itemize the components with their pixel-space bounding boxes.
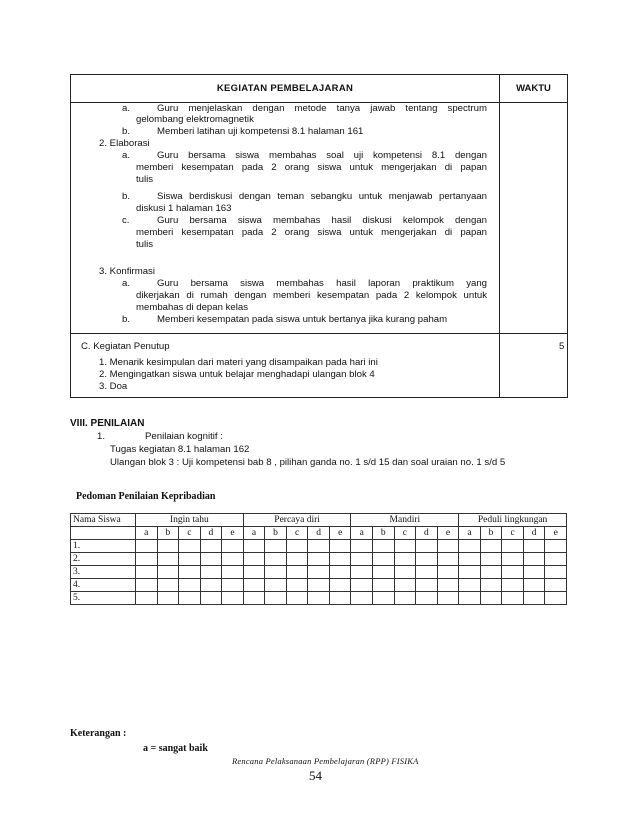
- penilaian-item-number: 1.: [97, 431, 106, 442]
- item-text: dikerjakan di rumah dengan memberi kesempatan pada 2 kelompok untuk: [136, 290, 487, 301]
- penutup-waktu: 5: [559, 341, 565, 352]
- keterangan-item: a = sangat baik: [143, 743, 208, 754]
- score-cell: [416, 579, 438, 592]
- score-cell: [416, 553, 438, 566]
- score-cell: [502, 566, 524, 579]
- item-letter: a.: [122, 150, 131, 161]
- score-cell: [286, 592, 308, 605]
- score-cell: [459, 592, 481, 605]
- kepribadian-title: Pedoman Penilaian Kepribadian: [76, 491, 216, 502]
- score-cell: [394, 540, 416, 553]
- score-cell: [136, 579, 158, 592]
- score-cell: [373, 579, 395, 592]
- kepribadian-student-row: [71, 566, 567, 579]
- sub-header: a: [243, 527, 265, 540]
- score-cell: [136, 592, 158, 605]
- kepribadian-student-row: [71, 579, 567, 592]
- penutup-title: C. Kegiatan Penutup: [81, 341, 170, 352]
- group-header-peduli-lingkungan: Peduli lingkungan: [459, 514, 567, 527]
- score-cell: [243, 553, 265, 566]
- sub-header: b: [373, 527, 395, 540]
- item-text: Memberi latihan uji kompetensi 8.1 halaman 161: [157, 126, 364, 137]
- score-cell: [394, 553, 416, 566]
- score-cell: [437, 553, 459, 566]
- score-cell: [179, 566, 201, 579]
- score-cell: [308, 540, 330, 553]
- konfirmasi-heading: 3. Konfirmasi: [99, 266, 155, 277]
- sub-header: d: [200, 527, 222, 540]
- score-cell: [394, 579, 416, 592]
- score-cell: [200, 579, 222, 592]
- score-cell: [459, 579, 481, 592]
- item-text: memberi kesempatan pada 2 orang siswa untuk mengerjakan di papan: [136, 162, 487, 173]
- score-cell: [222, 566, 244, 579]
- score-cell: [416, 592, 438, 605]
- penutup-list-item: 1. Menarik kesimpulan dari materi yang disampaikan pada hari ini: [99, 357, 378, 368]
- penilaian-item-label: Penilaian kognitif :: [145, 431, 223, 442]
- score-cell: [200, 553, 222, 566]
- score-cell: [502, 579, 524, 592]
- score-cell: [308, 592, 330, 605]
- score-cell: [286, 566, 308, 579]
- sub-header: e: [222, 527, 244, 540]
- score-cell: [480, 579, 502, 592]
- item-text: gelombang elektromagnetik: [136, 114, 254, 125]
- score-cell: [222, 540, 244, 553]
- sub-header: b: [480, 527, 502, 540]
- penutup-list-item: 3. Doa: [99, 381, 128, 392]
- kepribadian-student-row: [71, 592, 567, 605]
- sub-header: e: [437, 527, 459, 540]
- sub-header: c: [286, 527, 308, 540]
- sub-header: c: [394, 527, 416, 540]
- sub-header: c: [502, 527, 524, 540]
- item-letter: a.: [122, 103, 131, 114]
- score-cell: [394, 566, 416, 579]
- group-header-percaya-diri: Percaya diri: [243, 514, 351, 527]
- name-column-spacer: [71, 527, 136, 540]
- item-text: membahas di depan kelas: [136, 302, 248, 313]
- score-cell: [459, 566, 481, 579]
- score-cell: [200, 566, 222, 579]
- score-cell: [437, 566, 459, 579]
- score-cell: [329, 566, 351, 579]
- student-row-number: 3.: [71, 566, 136, 579]
- name-column-header: Nama Siswa: [71, 514, 136, 527]
- sub-header: d: [308, 527, 330, 540]
- penilaian-line: Ulangan blok 3 : Uji kompetensi bab 8 , pilihan ganda no. 1 s/d 15 dan soal uraian no. 1 s/d 5: [110, 457, 506, 468]
- keterangan-label: Keterangan :: [70, 728, 127, 739]
- kepribadian-table: [70, 513, 567, 605]
- score-cell: [394, 592, 416, 605]
- score-cell: [222, 553, 244, 566]
- student-row-number: 5.: [71, 592, 136, 605]
- score-cell: [351, 566, 373, 579]
- penilaian-heading: VIII. PENILAIAN: [70, 418, 145, 429]
- score-cell: [265, 592, 287, 605]
- kegiatan-inti-row: [71, 103, 567, 334]
- score-cell: [243, 579, 265, 592]
- score-cell: [308, 579, 330, 592]
- score-cell: [502, 592, 524, 605]
- elaborasi-heading: 2. Elaborasi: [99, 138, 150, 149]
- item-text: Memberi kesempatan pada siswa untuk bertanya jika kurang paham: [157, 314, 448, 325]
- score-cell: [523, 540, 545, 553]
- score-cell: [308, 553, 330, 566]
- item-text: Guru bersama siswa membahas hasil diskusi kelompok dengan: [157, 215, 487, 226]
- score-cell: [286, 540, 308, 553]
- score-cell: [286, 553, 308, 566]
- item-text: diskusi 1 halaman 163: [136, 203, 232, 214]
- item-letter: b.: [122, 314, 131, 325]
- score-cell: [480, 592, 502, 605]
- score-cell: [179, 579, 201, 592]
- score-cell: [157, 592, 179, 605]
- score-cell: [373, 566, 395, 579]
- penilaian-line: Tugas kegiatan 8.1 halaman 162: [110, 444, 250, 455]
- score-cell: [265, 579, 287, 592]
- item-text: tulis: [136, 174, 154, 185]
- penutup-list-item: 2. Mengingatkan siswa untuk belajar menghadapi ulangan blok 4: [99, 369, 375, 380]
- score-cell: [416, 566, 438, 579]
- score-cell: [179, 553, 201, 566]
- score-cell: [502, 540, 524, 553]
- item-text: memberi kesempatan pada 2 orang siswa untuk mengerjakan di papan: [136, 227, 487, 238]
- kegiatan-table-header: [71, 75, 567, 103]
- page-number: 54: [309, 768, 322, 783]
- score-cell: [136, 553, 158, 566]
- score-cell: [523, 553, 545, 566]
- score-cell: [545, 592, 567, 605]
- sub-header: a: [136, 527, 158, 540]
- item-letter: c.: [122, 215, 130, 226]
- score-cell: [200, 540, 222, 553]
- score-cell: [459, 540, 481, 553]
- student-row-number: 1.: [71, 540, 136, 553]
- item-letter: a.: [122, 278, 131, 289]
- score-cell: [545, 540, 567, 553]
- sub-header: d: [523, 527, 545, 540]
- score-cell: [222, 579, 244, 592]
- score-cell: [459, 553, 481, 566]
- score-cell: [351, 540, 373, 553]
- sub-header: b: [157, 527, 179, 540]
- score-cell: [480, 553, 502, 566]
- score-cell: [351, 592, 373, 605]
- score-cell: [329, 553, 351, 566]
- score-cell: [545, 579, 567, 592]
- score-cell: [243, 566, 265, 579]
- score-cell: [200, 592, 222, 605]
- item-text: tulis: [136, 239, 154, 250]
- score-cell: [502, 553, 524, 566]
- score-cell: [523, 566, 545, 579]
- student-row-number: 2.: [71, 553, 136, 566]
- item-letter: b.: [122, 191, 131, 202]
- score-cell: [523, 592, 545, 605]
- score-cell: [157, 540, 179, 553]
- score-cell: [265, 540, 287, 553]
- sub-header: d: [416, 527, 438, 540]
- group-header-ingin-tahu: Ingin tahu: [136, 514, 244, 527]
- header-waktu: WAKTU: [516, 83, 551, 94]
- kepribadian-sub-header-row: [71, 527, 567, 540]
- kegiatan-penutup-row: [71, 334, 567, 397]
- score-cell: [157, 579, 179, 592]
- kepribadian-group-header-row: [71, 514, 567, 527]
- score-cell: [437, 540, 459, 553]
- sub-header: a: [351, 527, 373, 540]
- score-cell: [286, 579, 308, 592]
- score-cell: [308, 566, 330, 579]
- kepribadian-student-row: [71, 553, 567, 566]
- sub-header: e: [545, 527, 567, 540]
- score-cell: [136, 540, 158, 553]
- score-cell: [523, 579, 545, 592]
- score-cell: [157, 566, 179, 579]
- score-cell: [480, 566, 502, 579]
- score-cell: [480, 540, 502, 553]
- item-text: Guru bersama siswa membahas soal uji kompetensi 8.1 dengan: [157, 150, 487, 161]
- score-cell: [329, 579, 351, 592]
- score-cell: [179, 540, 201, 553]
- score-cell: [351, 579, 373, 592]
- item-letter: b.: [122, 126, 131, 137]
- footer-caption: Rencana Pelaksanaan Pembelajaran (RPP) FISIKA: [232, 756, 419, 766]
- score-cell: [373, 540, 395, 553]
- sub-header: b: [265, 527, 287, 540]
- score-cell: [416, 540, 438, 553]
- score-cell: [179, 592, 201, 605]
- score-cell: [243, 592, 265, 605]
- score-cell: [157, 553, 179, 566]
- sub-header: e: [329, 527, 351, 540]
- score-cell: [437, 579, 459, 592]
- score-cell: [373, 553, 395, 566]
- score-cell: [373, 592, 395, 605]
- sub-header: a: [459, 527, 481, 540]
- score-cell: [222, 592, 244, 605]
- score-cell: [329, 540, 351, 553]
- score-cell: [136, 566, 158, 579]
- item-text: Guru bersama siswa membahas hasil laporan praktikum yang: [157, 278, 487, 289]
- score-cell: [545, 566, 567, 579]
- score-cell: [545, 553, 567, 566]
- student-row-number: 4.: [71, 579, 136, 592]
- sub-header: c: [179, 527, 201, 540]
- header-kegiatan: KEGIATAN PEMBELAJARAN: [71, 75, 500, 102]
- kepribadian-student-row: [71, 540, 567, 553]
- score-cell: [243, 540, 265, 553]
- score-cell: [437, 592, 459, 605]
- kegiatan-table: [70, 74, 568, 398]
- score-cell: [351, 553, 373, 566]
- score-cell: [329, 592, 351, 605]
- item-text: Siswa berdiskusi dengan teman sebangku untuk menjawab pertanyaan: [157, 191, 487, 202]
- score-cell: [265, 566, 287, 579]
- group-header-mandiri: Mandiri: [351, 514, 459, 527]
- score-cell: [265, 553, 287, 566]
- item-text: Guru menjelaskan dengan metode tanya jawab tentang spectrum: [157, 103, 487, 114]
